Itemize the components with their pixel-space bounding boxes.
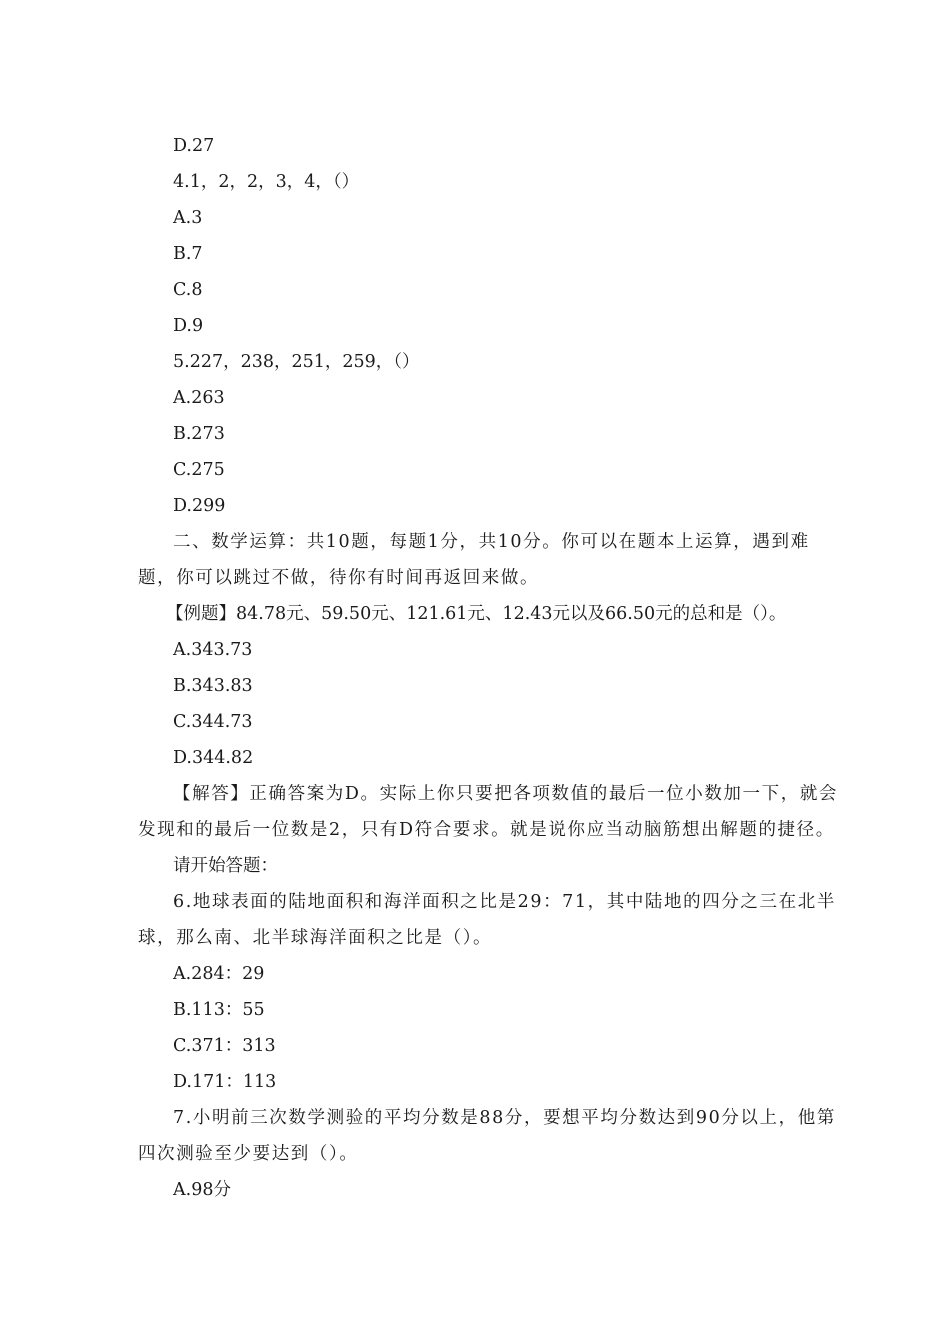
- start-instruction: 请开始答题：: [173, 856, 278, 876]
- q3-option-d: D.27: [173, 136, 215, 156]
- example-answer-text: 【解答】正确答案为D。实际上你只要把各项数值的最后一位小数加一下，就会发现和的最后一位数是2，只有D符合要求。就是说你应当动脑筋想出解题的捷径。: [138, 784, 839, 840]
- section-2-intro-text: 二、数学运算：共10题，每题1分，共10分。你可以在题本上运算，遇到难题，你可以跳过不做，待你有时间再返回来做。: [138, 532, 810, 588]
- page-content: [138, 128, 846, 1208]
- q6-option-b: B.113：55: [173, 1000, 265, 1020]
- q4-stem: 4.1，2，2，3，4，（）: [173, 172, 360, 192]
- example-option-d: D.344.82: [173, 748, 254, 768]
- example-option-b: B.343.83: [173, 676, 253, 696]
- q4-option-a: A.3: [173, 208, 203, 228]
- q4-option-d: D.9: [173, 316, 204, 336]
- q7-option-a: A.98分: [173, 1180, 231, 1200]
- example-answer: [138, 776, 846, 848]
- q4-option-c: C.8: [173, 280, 203, 300]
- q7-stem: 7.小明前三次数学测验的平均分数是88分，要想平均分数达到90分以上，他第四次测验至少要达到（）。: [138, 1108, 836, 1164]
- example-option-c: C.344.73: [173, 712, 253, 732]
- q5-option-b: B.273: [173, 424, 225, 444]
- example-option-a: A.343.73: [173, 640, 253, 660]
- q5-stem: 5.227，238，251，259，（）: [173, 352, 420, 372]
- section-2-intro: [138, 524, 846, 596]
- q6-stem-block: [138, 884, 846, 956]
- q5-option-d: D.299: [173, 496, 226, 516]
- q6-option-a: A.284：29: [173, 964, 265, 984]
- q5-option-a: A.263: [173, 388, 225, 408]
- q6-option-d: D.171：113: [173, 1072, 277, 1092]
- q5-option-c: C.275: [173, 460, 225, 480]
- q6-stem: 6.地球表面的陆地面积和海洋面积之比是29：71，其中陆地的四分之三在北半球，那么南、北半球海洋面积之比是（）。: [138, 892, 836, 948]
- example-stem: 【例题】84.78元、59.50元、121.61元、12.43元以及66.50元的总和是（）。: [166, 604, 787, 624]
- q4-option-b: B.7: [173, 244, 203, 264]
- q6-option-c: C.371：313: [173, 1036, 276, 1056]
- q7-stem-block: [138, 1100, 846, 1172]
